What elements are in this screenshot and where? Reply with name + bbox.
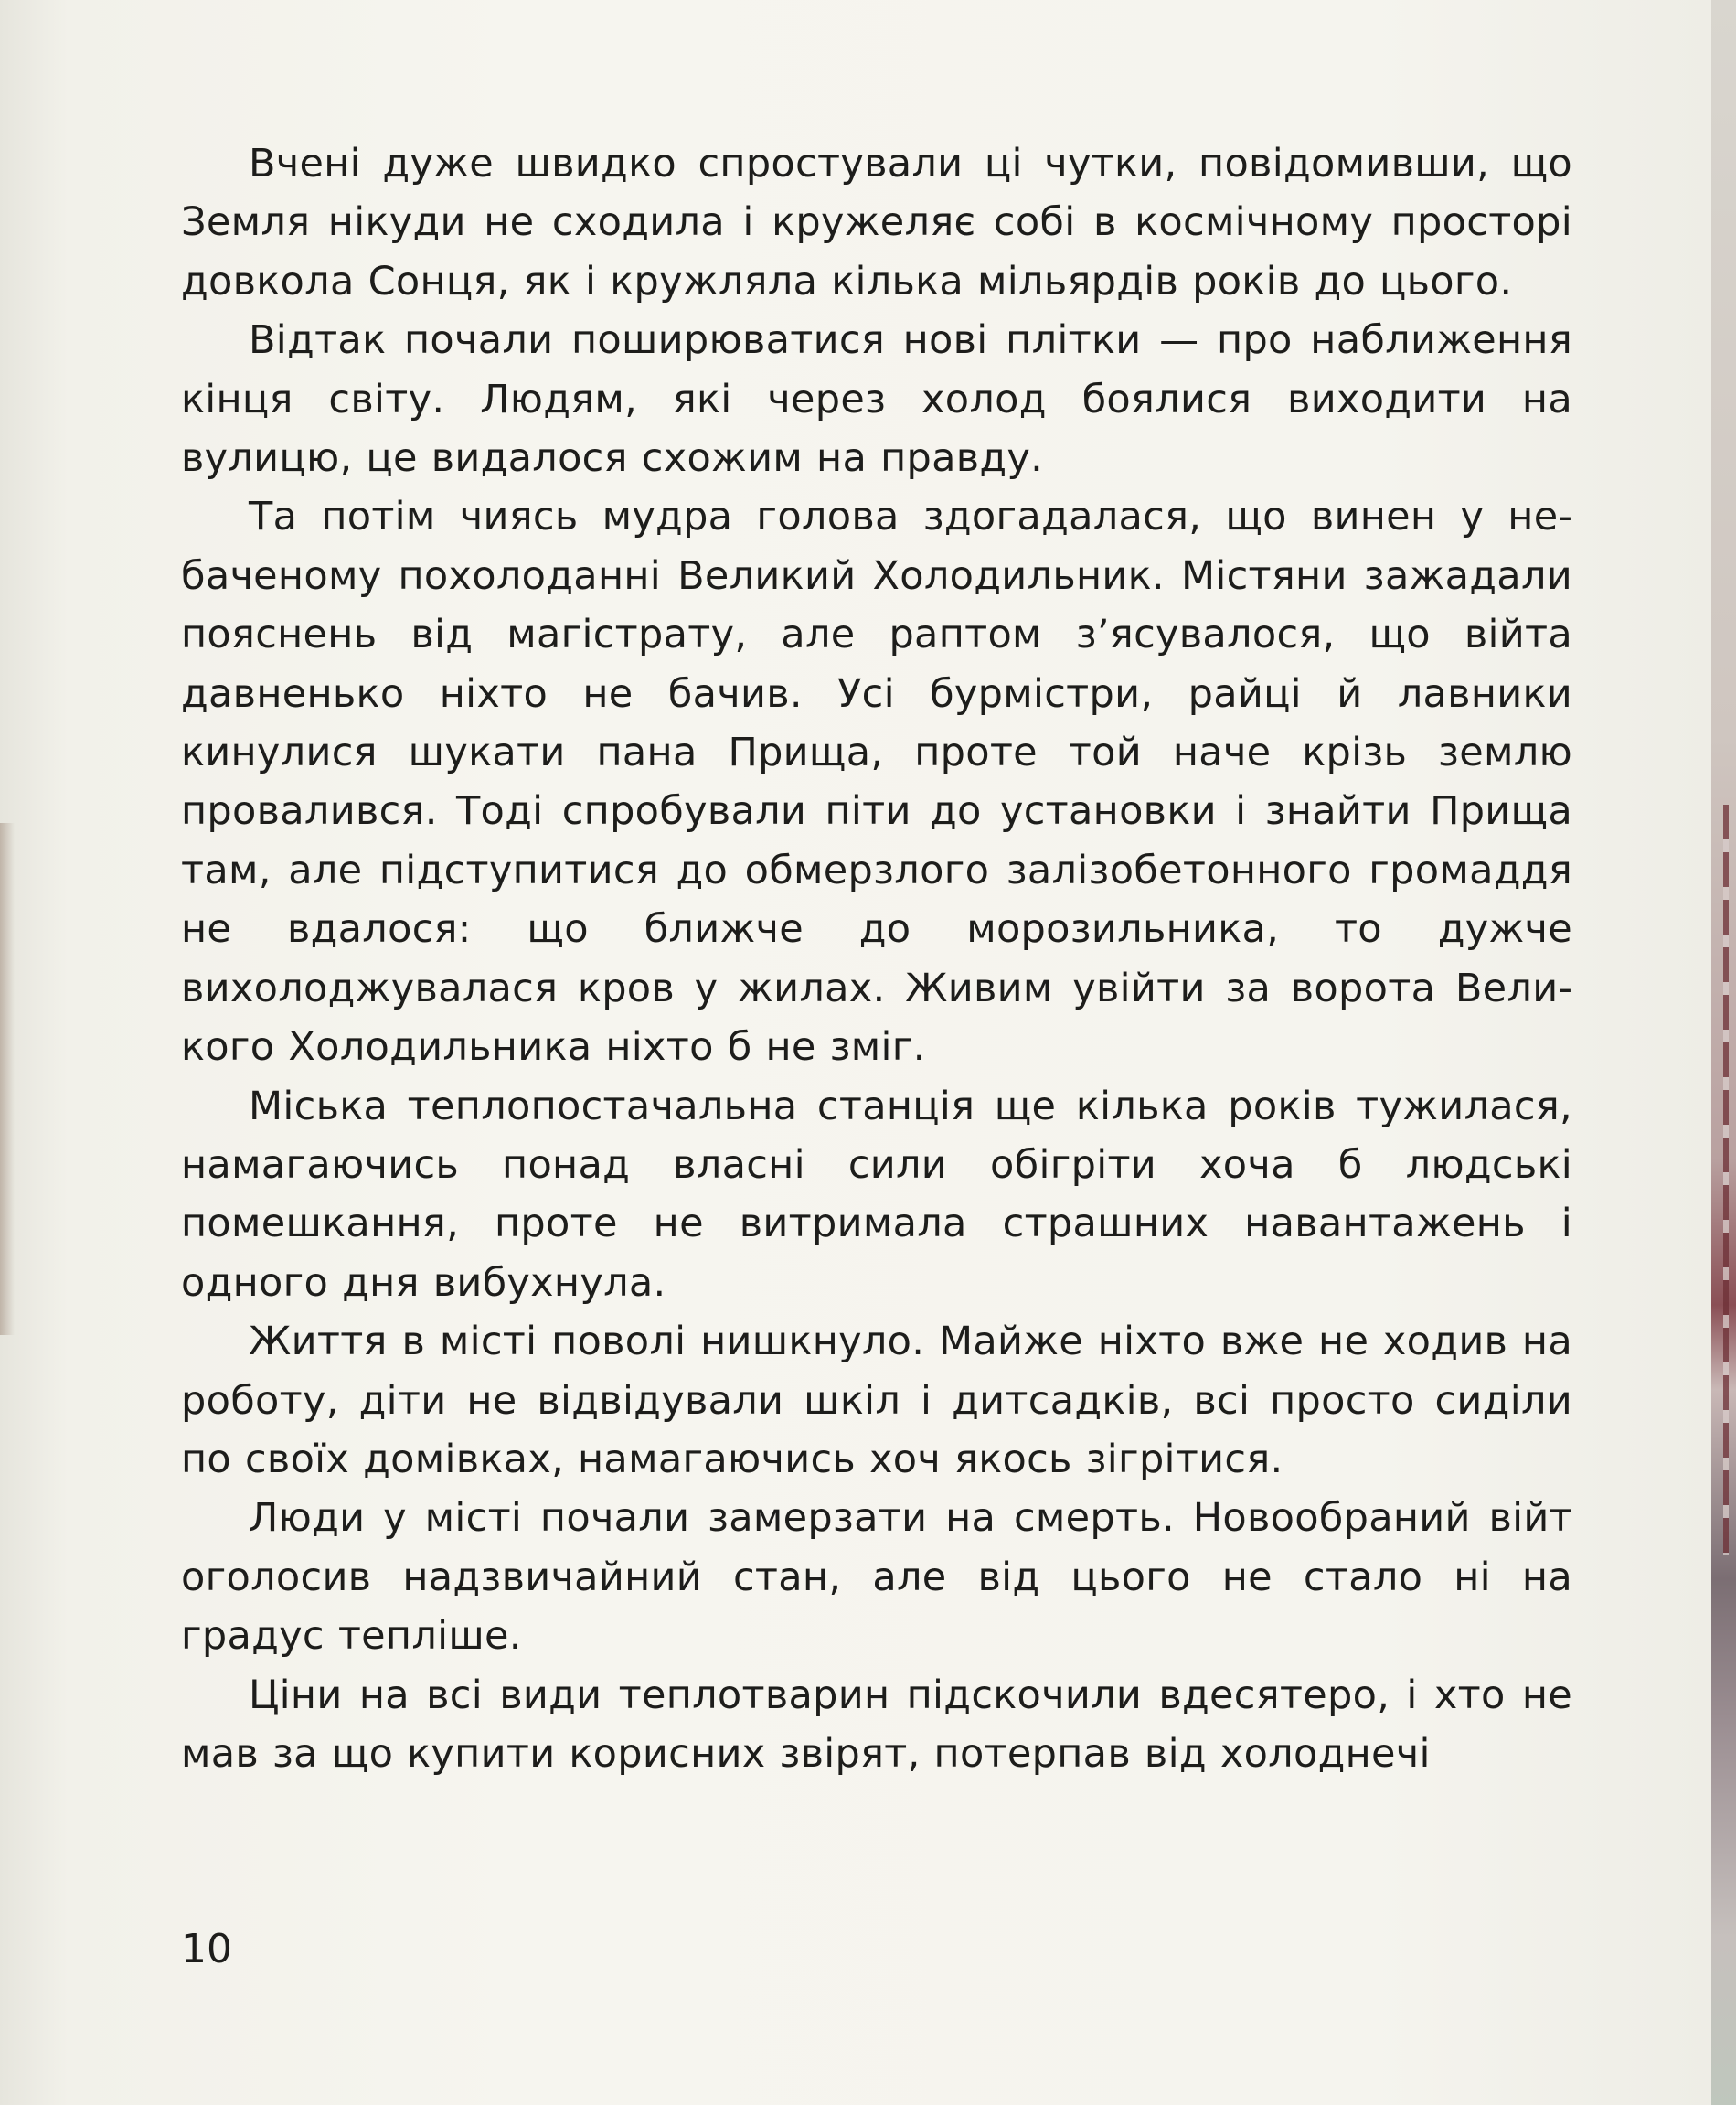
page-number: 10: [181, 1926, 232, 1972]
paragraph-4: Міська теплопостачальна станція ще кілька років тужилася, намагаючись понад власні сили обігріти хоча б людські помешкання, проте не витримала страшних навантажень і одного дня вибухнула.: [181, 1083, 1572, 1306]
paragraph-3: Та потім чиясь мудра голова здогадалася, що винен у небаченому похолоданні Великий Холодильник. Містяни зажадали пояснень від магістрату, але раптом з’ясувалося, що війта давненько ніхто не бачив. Усі бурмістри, райці й лавники кинулися шукати пана Прища, проте той наче крізь землю провалився. Тоді спробували піти до установки і знайти Прища там, але підступитися до обмерзлого залізобетонного громаддя не вдалося: що ближче до морозильника, то дужче вихолоджувалася кров у жилах. Живим увійти за ворота Великого Холодильника ніхто б не зміг.: [181, 494, 1572, 1071]
paragraph-1: Вчені дуже швидко спростували ці чутки, повідомивши, що Земля нікуди не сходила і кружеляє собі в космічному просторі довкола Сонця, як і кружляла кілька мільярдів років до цього.: [181, 141, 1572, 305]
body-text: [181, 134, 1572, 1783]
paragraph-6: Люди у місті почали замерзати на смерть. Новообраний війт оголосив надзвичайний стан, але від цього не стало ні на градус тепліше.: [181, 1495, 1572, 1660]
thumb-shadow: [0, 823, 15, 1335]
book-edge: [1711, 0, 1736, 2105]
book-edge-stripe: [1723, 805, 1729, 1555]
paragraph-2: Відтак почали поширюватися нові плітки — про наближення кінця світу. Людям, які через холод боялися виходити на вулицю, це видалося схожим на правду.: [181, 317, 1572, 482]
paragraph-5: Життя в місті поволі нишкнуло. Майже ніхто вже не ходив на роботу, діти не відвідували шкіл і дитсадків, всі просто сиділи по своїх домівках, намагаючись хоч якось зігрітися.: [181, 1319, 1572, 1482]
paragraph-7: Ціни на всі види теплотварин підскочили вдесятеро, і хто не мав за що купити корисних звірят, потерпав від холоднечі: [181, 1672, 1572, 1777]
